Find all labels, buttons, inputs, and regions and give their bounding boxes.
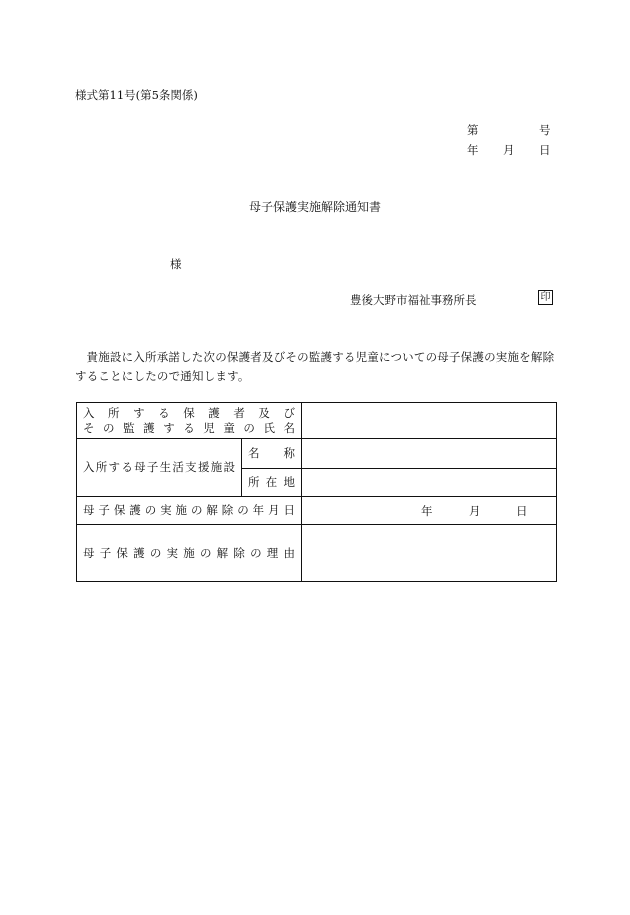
row-cancellation-reason — [77, 525, 557, 582]
cancellation-year: 年 — [421, 503, 433, 518]
row-facility-name — [77, 439, 557, 469]
cancellation-reason-label — [77, 525, 302, 582]
guardian-name-value[interactable] — [302, 403, 557, 439]
cancellation-month: 月 — [469, 503, 481, 518]
guardian-name-label-line1: 入所する保護者及び — [83, 405, 295, 420]
number-suffix: 号 — [539, 123, 551, 137]
cancellation-day: 日 — [516, 503, 528, 518]
cancellation-date-label — [77, 497, 302, 525]
addressee-honorific: 様 — [170, 257, 182, 271]
facility-name-value[interactable] — [302, 439, 557, 469]
facility-address-value[interactable] — [302, 469, 557, 497]
cancellation-reason-label-text: 母子保護の実施の解除の理由 — [83, 545, 295, 560]
date-year: 年 — [467, 143, 479, 157]
facility-address-label — [242, 469, 302, 497]
date-day: 日 — [539, 143, 551, 157]
cancellation-date-label-text: 母子保護の実施の解除の年月日 — [83, 503, 295, 517]
issuer-name: 豊後大野市福祉事務所長 — [350, 293, 477, 307]
facility-name-label — [242, 439, 302, 469]
cancellation-date-value[interactable] — [302, 497, 557, 525]
facility-label-text: 入所する母子生活支援施設 — [83, 460, 235, 474]
notice-body-text: 貴施設に入所承諾した次の保護者及びその監護する児童についての母子保護の実施を解除することにしたので通知します。 — [75, 350, 555, 383]
seal-mark: 印 — [538, 290, 553, 305]
document-title: 母子保護実施解除通知書 — [248, 200, 381, 214]
notice-form-table — [76, 402, 557, 582]
date-month: 月 — [503, 143, 515, 157]
facility-label — [77, 439, 242, 497]
row-guardian-name — [77, 403, 557, 439]
number-prefix: 第 — [467, 123, 479, 137]
cancellation-reason-value[interactable] — [302, 525, 557, 582]
row-cancellation-date — [77, 497, 557, 525]
guardian-name-label — [77, 403, 302, 439]
facility-address-label-text: 所在地 — [248, 475, 295, 489]
form-number-label: 様式第11号(第5条関係) — [75, 88, 198, 102]
guardian-name-label-line2: その監護する児童の氏名 — [83, 420, 295, 435]
facility-name-label-text: 名 称 — [248, 446, 295, 460]
